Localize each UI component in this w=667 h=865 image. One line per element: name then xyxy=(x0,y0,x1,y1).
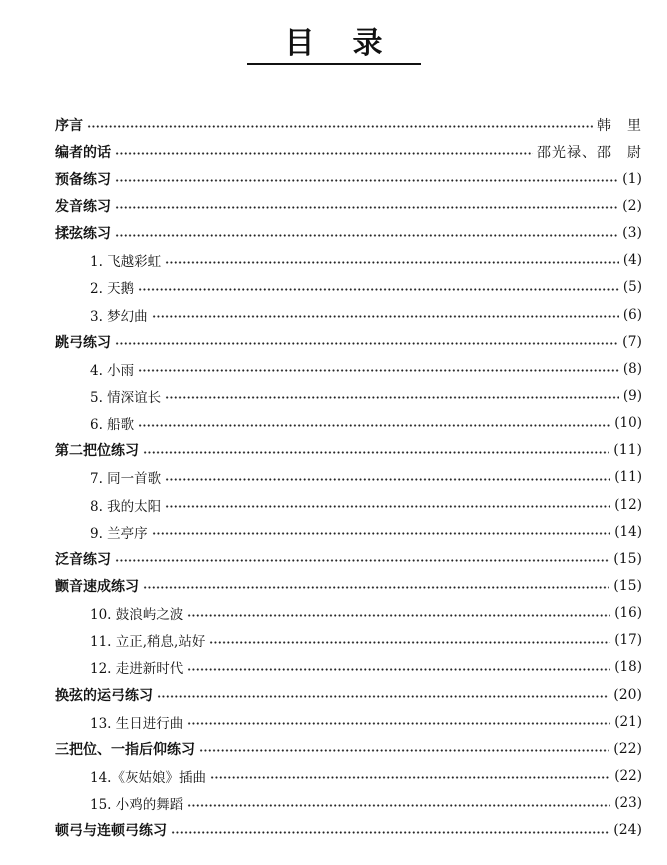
toc-entry-page: (5) xyxy=(622,279,642,296)
toc-entry-title: 三把位、一指后仰练习 xyxy=(55,741,195,758)
toc-entry-title: 10. 鼓浪屿之波 xyxy=(90,607,184,624)
toc-entry-title: 7. 同一首歌 xyxy=(90,471,162,488)
toc-entry-page: (11) xyxy=(613,442,642,459)
dot-leader xyxy=(152,315,619,318)
toc-entry[interactable] xyxy=(55,301,642,328)
table-of-contents xyxy=(55,111,642,844)
toc-entry[interactable] xyxy=(55,274,642,301)
toc-entry[interactable] xyxy=(55,491,642,518)
dot-leader xyxy=(115,559,609,562)
toc-entry[interactable] xyxy=(55,545,642,572)
toc-entry[interactable] xyxy=(55,138,642,165)
toc-entry-page: (20) xyxy=(613,686,642,703)
dot-leader xyxy=(199,749,609,752)
toc-entry-page: (11) xyxy=(614,469,642,486)
toc-entry-title: 4. 小雨 xyxy=(90,362,135,379)
toc-entry[interactable] xyxy=(55,572,642,599)
toc-entry-title: 发音练习 xyxy=(55,198,111,215)
dot-leader xyxy=(187,668,610,671)
toc-entry-page: (12) xyxy=(614,496,642,513)
toc-entry-title: 15. 小鸡的舞蹈 xyxy=(90,797,184,814)
toc-entry-page: (4) xyxy=(622,252,642,269)
toc-entry[interactable] xyxy=(55,735,642,762)
dot-leader xyxy=(115,179,618,182)
toc-entry-author: 邵光禄、邵 尉 xyxy=(537,144,642,161)
title-text: 目录 xyxy=(247,26,421,65)
dot-leader xyxy=(210,776,610,779)
toc-entry-page: (1) xyxy=(622,170,642,187)
toc-entry-page: (22) xyxy=(614,767,642,784)
dot-leader xyxy=(165,505,610,508)
toc-entry-title: 6. 船歌 xyxy=(90,417,135,434)
toc-entry-title: 揉弦练习 xyxy=(55,226,111,243)
toc-entry[interactable] xyxy=(55,518,642,545)
toc-entry-page: (15) xyxy=(613,577,642,594)
toc-entry-page: (8) xyxy=(622,360,642,377)
toc-entry[interactable] xyxy=(55,627,642,654)
toc-entry[interactable] xyxy=(55,790,642,817)
toc-entry-title: 13. 生日进行曲 xyxy=(90,715,184,732)
dot-leader xyxy=(171,831,609,834)
toc-entry-page: (24) xyxy=(613,822,642,839)
toc-entry[interactable] xyxy=(55,111,642,138)
toc-entry-page: (15) xyxy=(613,550,642,567)
dot-leader xyxy=(143,586,609,589)
dot-leader xyxy=(138,288,619,291)
toc-entry-title: 5. 情深谊长 xyxy=(90,389,162,406)
dot-leader xyxy=(87,125,593,128)
toc-entry-title: 1. 飞越彩虹 xyxy=(90,254,162,271)
toc-entry-title: 预备练习 xyxy=(55,171,111,188)
toc-entry[interactable] xyxy=(55,464,642,491)
toc-entry-title: 9. 兰亭序 xyxy=(90,525,148,542)
toc-entry[interactable] xyxy=(55,762,642,789)
toc-entry-title: 颤音速成练习 xyxy=(55,578,139,595)
dot-leader xyxy=(143,451,609,454)
toc-entry-title: 2. 天鹅 xyxy=(90,281,135,298)
toc-entry-title: 序言 xyxy=(55,117,83,134)
toc-entry-title: 顿弓与连顿弓练习 xyxy=(55,823,167,840)
toc-entry-page: (18) xyxy=(614,659,642,676)
toc-entry[interactable] xyxy=(55,328,642,355)
toc-entry-page: (9) xyxy=(622,387,642,404)
toc-entry[interactable] xyxy=(55,382,642,409)
toc-entry-page: (3) xyxy=(622,225,642,242)
dot-leader xyxy=(187,804,610,807)
toc-entry[interactable] xyxy=(55,165,642,192)
toc-entry[interactable] xyxy=(55,654,642,681)
toc-entry-author: 韩 里 xyxy=(597,117,642,134)
toc-entry-title: 跳弓练习 xyxy=(55,334,111,351)
toc-entry[interactable] xyxy=(55,817,642,844)
toc-entry-title: 14.《灰姑娘》插曲 xyxy=(90,769,206,786)
toc-entry-title: 11. 立正,稍息,站好 xyxy=(90,634,206,651)
dot-leader xyxy=(187,614,610,617)
toc-entry[interactable] xyxy=(55,600,642,627)
toc-entry-page: (10) xyxy=(614,415,642,432)
toc-entry[interactable] xyxy=(55,192,642,219)
toc-entry-page: (7) xyxy=(622,333,642,350)
toc-entry-page: (23) xyxy=(614,795,642,812)
toc-entry[interactable] xyxy=(55,708,642,735)
dot-leader xyxy=(138,369,619,372)
dot-leader xyxy=(157,695,609,698)
dot-leader xyxy=(115,342,618,345)
page-title xyxy=(0,18,667,62)
toc-entry[interactable] xyxy=(55,681,642,708)
dot-leader xyxy=(138,424,610,427)
dot-leader xyxy=(152,532,611,535)
dot-leader xyxy=(165,261,619,264)
toc-entry-title: 换弦的运弓练习 xyxy=(55,687,153,704)
toc-entry-title: 第二把位练习 xyxy=(55,443,139,460)
toc-entry-title: 8. 我的太阳 xyxy=(90,498,162,515)
toc-entry-title: 3. 梦幻曲 xyxy=(90,308,148,325)
toc-entry-page: (17) xyxy=(614,632,642,649)
toc-entry-page: (22) xyxy=(613,740,642,757)
toc-entry-page: (16) xyxy=(614,605,642,622)
toc-entry[interactable] xyxy=(55,410,642,437)
dot-leader xyxy=(187,722,610,725)
dot-leader xyxy=(115,234,618,237)
toc-entry-title: 泛音练习 xyxy=(55,551,111,568)
toc-entry[interactable] xyxy=(55,220,642,247)
toc-entry[interactable] xyxy=(55,355,642,382)
toc-entry-title: 编者的话 xyxy=(55,144,111,161)
dot-leader xyxy=(209,641,610,644)
toc-entry-page: (14) xyxy=(614,523,642,540)
toc-entry-page: (21) xyxy=(614,713,642,730)
dot-leader xyxy=(115,206,618,209)
toc-entry-title: 12. 走进新时代 xyxy=(90,661,184,678)
toc-entry[interactable] xyxy=(55,247,642,274)
dot-leader xyxy=(165,396,619,399)
dot-leader xyxy=(165,478,610,481)
dot-leader xyxy=(115,152,533,155)
toc-entry-page: (2) xyxy=(622,197,642,214)
toc-entry[interactable] xyxy=(55,437,642,464)
toc-entry-page: (6) xyxy=(622,306,642,323)
